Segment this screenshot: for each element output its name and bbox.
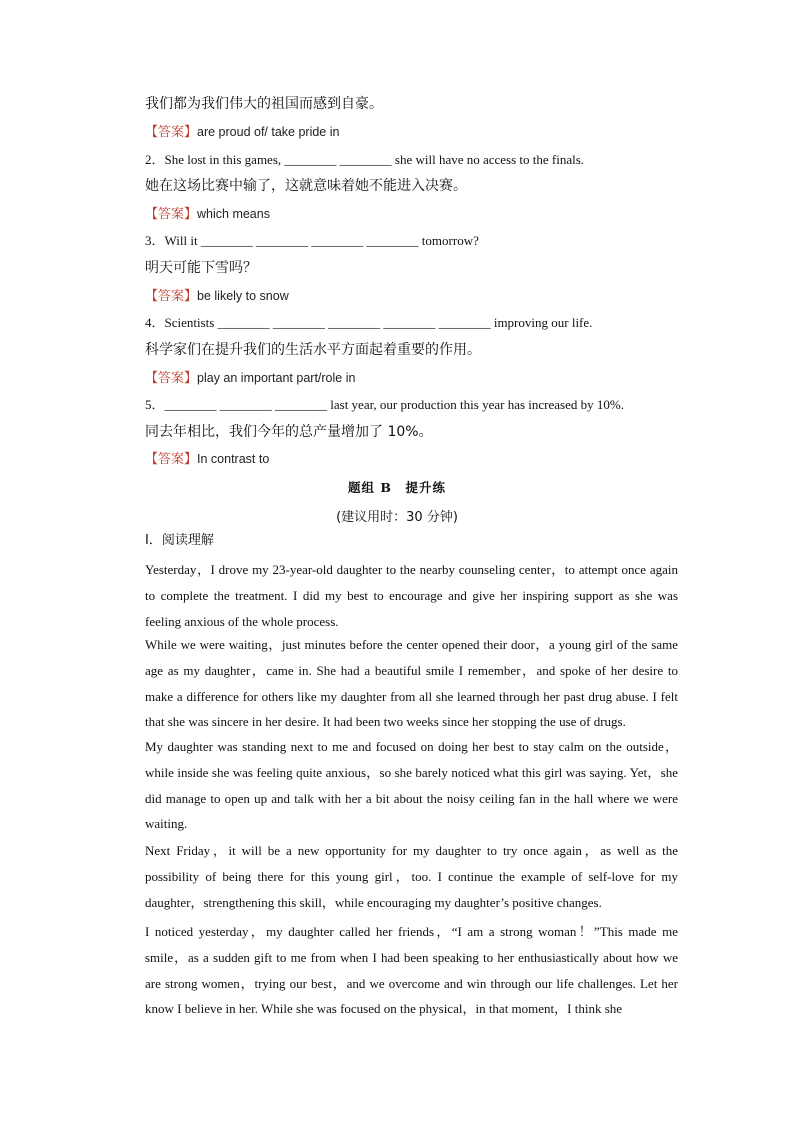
q1-answer: are proud of/ take pride in — [197, 125, 340, 139]
q5-sentence: 5．________ ________ ________ last year, our production this year has increased by 10%. — [145, 397, 624, 412]
q4-sentence: 4．Scientists ________ ________ ________ ________ ________ improving our life. — [145, 315, 593, 330]
q2-chinese: 她在这场比赛中输了，这就意味着她不能进入决赛。 — [145, 178, 467, 194]
q2-answer-row — [145, 206, 270, 223]
q1-answer-row — [145, 124, 339, 141]
passage-paragraph-5: I noticed yesterday，my daughter called her friends，“I am a strong woman！”This made me smile，as a sudden gift to me from when I had been speaking to her enthusiastically about how we are strong women，trying our best，and we overcome and win through our life challenges. Let her know I believe in her. While she was focused on the physical，in that moment，I think she — [145, 924, 678, 1017]
q3-chinese: 明天可能下雪吗？ — [145, 260, 257, 276]
q5-chinese: 同去年相比，我们今年的总产量增加了 10%。 — [145, 424, 433, 440]
passage-paragraph-4: Next Friday，it will be a new opportunity for my daughter to try once again，as well as the possibility of being there for this young girl，too. I continue the example of self-love for my daughter，strengthening this skill，while encouraging my daughter’s positive changes. — [145, 843, 678, 910]
answer-tag: 【答案】 — [145, 452, 198, 467]
q1-chinese: 我们都为我们伟大的祖国而感到自豪。 — [145, 96, 383, 112]
q3-answer-row — [145, 288, 289, 305]
q4-answer-row — [145, 370, 355, 387]
q5-answer-row — [145, 451, 269, 468]
answer-tag: 【答案】 — [145, 371, 198, 386]
q4-chinese: 科学家们在提升我们的生活水平方面起着重要的作用。 — [145, 342, 481, 358]
q3-sentence: 3．Will it ________ ________ ________ ________ tomorrow? — [145, 233, 479, 248]
q3-answer: be likely to snow — [197, 289, 289, 303]
answer-tag: 【答案】 — [145, 207, 198, 222]
passage-paragraph-2: While we were waiting，just minutes before the center opened their door，a young girl of the same age as my daughter，came in. She had a beautiful smile I remember，and spoke of her desire to make a difference for others like my daughter from all she learned through her past drug abuse. I felt that she was sincere in her desire. It had been two weeks since her stopping the use of drugs. — [145, 637, 678, 730]
q2-sentence: 2．She lost in this games, ________ ________ she will have no access to the finals. — [145, 152, 585, 167]
passage-paragraph-1: Yesterday，I drove my 23-year-old daughter to the nearby counseling center，to attempt once again to complete the treatment. I did my best to encourage and give her inspiring support as she was feeling anxious of the whole process. — [145, 562, 678, 629]
passage-paragraph-3: My daughter was standing next to me and focused on doing her best to stay calm on the outside，while inside she was feeling quite anxious，so she barely noticed what this girl was saying. Yet，she did manage to open up and talk with her a bit about the noisy ceiling fan in the hall where we were waiting. — [145, 739, 678, 832]
q5-answer: In contrast to — [197, 452, 270, 466]
section-title: 题组 B 提升练 — [348, 480, 446, 495]
part-heading: Ⅰ．阅读理解 — [145, 533, 214, 548]
answer-tag: 【答案】 — [145, 125, 198, 140]
section-time: (建议用时：30 分钟) — [336, 510, 458, 525]
q2-answer: which means — [197, 207, 270, 221]
q4-answer: play an important part/role in — [197, 371, 356, 385]
answer-tag: 【答案】 — [145, 289, 198, 304]
